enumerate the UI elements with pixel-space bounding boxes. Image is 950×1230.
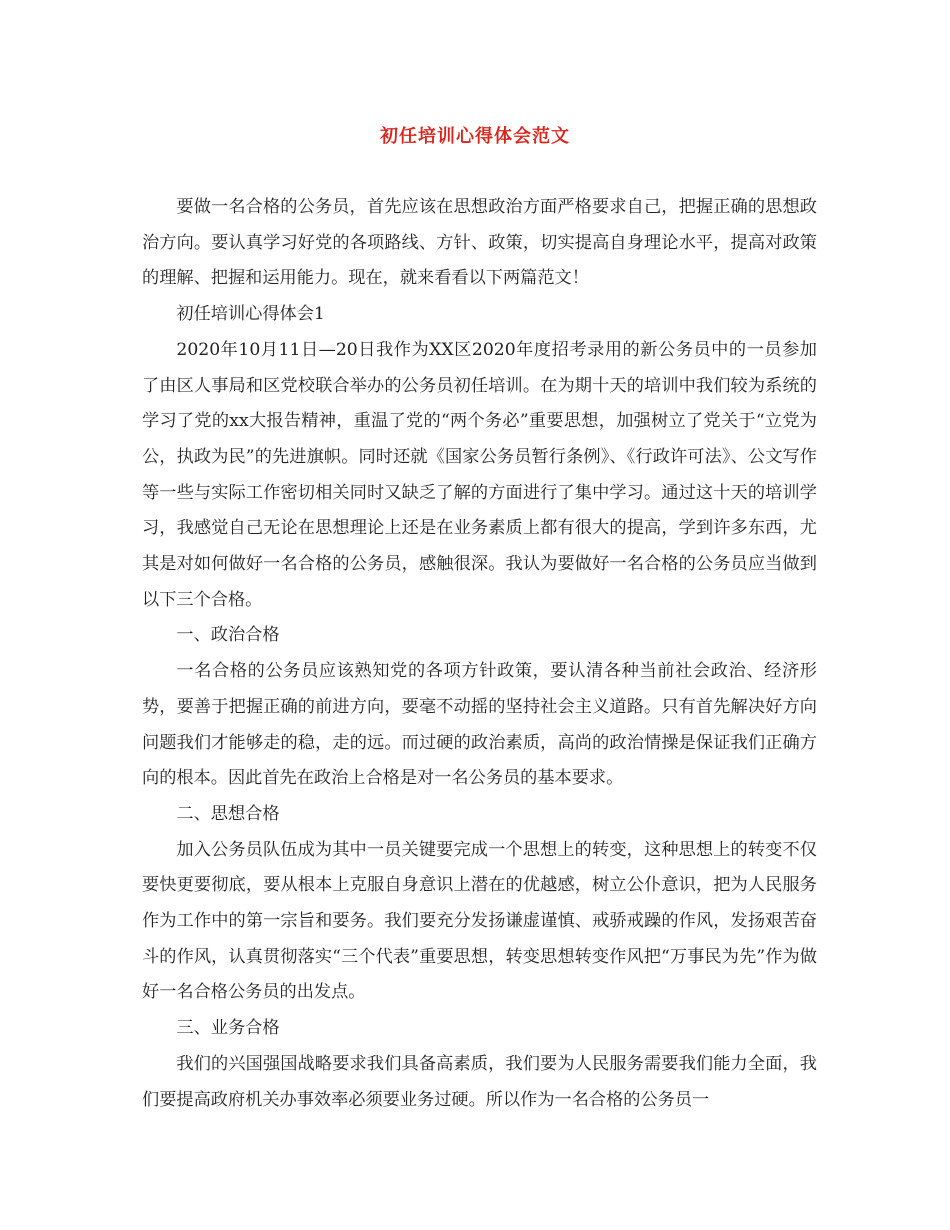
section-heading-essay-1: 初任培训心得体会1 <box>176 304 325 325</box>
body-paragraph: 2020年10月11日—20日我作为XX区2020年度招考录用的新公务员中的一员参加了由区人事局和区党校联合举办的公务员初任培训。在为期十天的培训中我们较为系统的学习了党的xx大报告精神，重温了党的“两个务必”重要思想，加强树立了党关于“立党为公，执政为民”的先进旗帜。同时还就《国家公务员暂行条例》、《行政许可法》、公文写作等一些与实际工作密切相关同时又缺乏了解的方面进行了集中学习。通过这十天的培训学习，我感觉自己无论在思想理论上还是在业务素质上都有很大的提高，学到许多东西，尤其是对如何做好一名合格的公务员，感触很深。我认为要做好一名合格的公务员应当做到以下三个合格。 <box>142 339 817 610</box>
document-title: 初任培训心得体会范文 <box>380 126 570 147</box>
body-paragraph: 一名合格的公务员应该熟知党的各项方针政策，要认清各种当前社会政治、经济形势，要善于把握正确的前进方向，要毫不动摇的坚持社会主义道路。只有首先解决好方向问题我们才能够走的稳，走的远。而过硬的政治素质，高尚的政治情操是保证我们正确方向的根本。因此首先在政治上合格是对一名公务员的基本要求。 <box>142 661 817 789</box>
section-heading-professional: 三、业务合格 <box>176 1018 280 1039</box>
body-paragraph: 我们的兴国强国战略要求我们具备高素质，我们要为人民服务需要我们能力全面，我们要提高政府机关办事效率必须要业务过硬。所以作为一名合格的公务员一 <box>142 1053 817 1110</box>
body-paragraph: 加入公务员队伍成为其中一员关键要完成一个思想上的转变，这种思想上的转变不仅要快更要彻底，要从根本上克服自身意识上潜在的优越感，树立公仆意识，把为人民服务作为工作中的第一宗旨和要务。我们要充分发扬谦虚谨慎、戒骄戒躁的作风，发扬艰苦奋斗的作风，认真贯彻落实“三个代表”重要思想，转变思想转变作风把“万事民为先”作为做好一名合格公务员的出发点。 <box>142 839 817 1003</box>
section-heading-political: 一、政治合格 <box>176 625 280 646</box>
section-heading-ideological: 二、思想合格 <box>176 803 280 824</box>
document-body <box>142 190 817 1118</box>
intro-paragraph: 要做一名合格的公务员，首先应该在思想政治方面严格要求自己，把握正确的思想政治方向。要认真学习好党的各项路线、方针、政策，切实提高自身理论水平，提高对政策的理解、把握和运用能力。现在，就来看看以下两篇范文！ <box>142 197 817 289</box>
